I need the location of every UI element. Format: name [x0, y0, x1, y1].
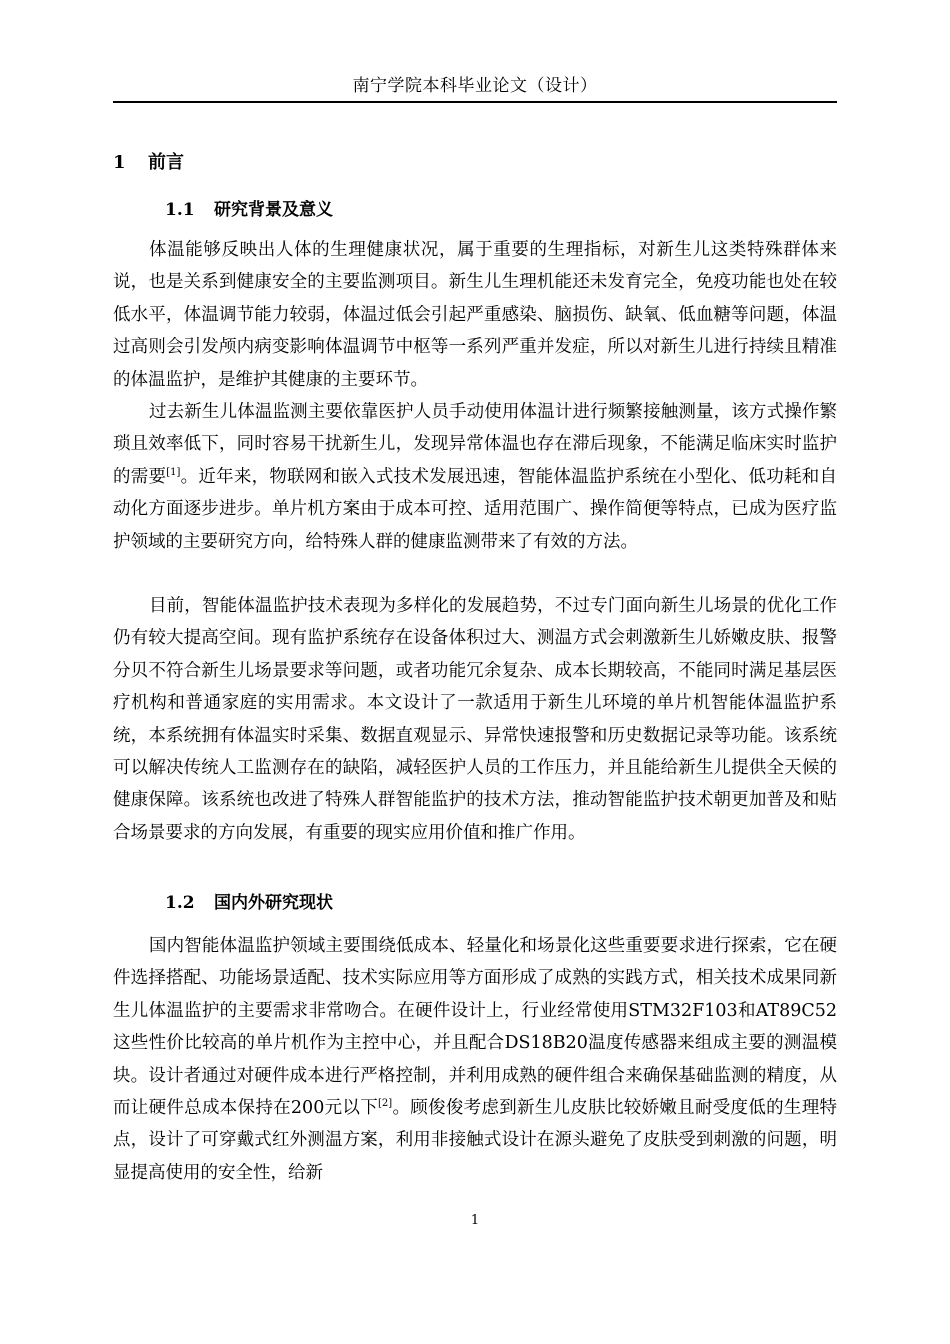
header-rule: [113, 101, 837, 103]
paragraph-2-text-b: 。近年来，物联网和嵌入式技术发展迅速，智能体温监护系统在小型化、低功耗和自动化方面逐步进步。单片机方案由于成本可控、适用范围广、操作简便等特点，已成为医疗监护领域的主要研究方向，给特殊人群的健康监测带来了有效的方法。: [113, 466, 838, 552]
paragraph-2: [113, 396, 837, 558]
paragraph-3: 目前，智能体温监护技术表现为多样化的发展趋势，不过专门面向新生儿场景的优化工作仍有较大提高空间。现有监护系统存在设备体积过大、测温方式会刺激新生儿娇嫩皮肤、报警分贝不符合新生儿场景要求等问题，或者功能冗余复杂、成本长期较高，不能同时满足基层医疗机构和普通家庭的实用需求。本文设计了一款适用于新生儿环境的单片机智能体温监护系统，本系统拥有体温实时采集、数据直观显示、异常快速报警和历史数据记录等功能。该系统可以解决传统人工监测存在的缺陷，减轻医护人员的工作压力，并且能给新生儿提供全天候的健康保障。该系统也改进了特殊人群智能监护的技术方法，推动智能监护技术朝更加普及和贴合场景要求的方向发展，有重要的现实应用价值和推广作用。: [113, 596, 837, 843]
section-heading-1-2: [165, 890, 333, 916]
paragraph-4: [113, 930, 837, 1189]
paragraph-1: 体温能够反映出人体的生理健康状况，属于重要的生理指标，对新生儿这类特殊群体来说，也是关系到健康安全的主要监测项目。新生儿生理机能还未发育完全，免疫功能也处在较低水平，体温调节能力较弱，体温过低会引起严重感染、脑损伤、缺氧、低血糖等问题，体温过高则会引发颅内病变影响体温调节中枢等一系列严重并发症，所以对新生儿进行持续且精准的体温监护，是维护其健康的主要环节。: [113, 240, 837, 390]
section-number: 1.1: [165, 200, 195, 220]
paragraph-4-text-a: 国内智能体温监护领域主要围绕低成本、轻量化和场景化这些重要要求进行探索，它在硬件选择搭配、功能场景适配、技术实际应用等方面形成了成熟的实践方式，相关技术成果同新生儿体温监护的主要需求非常吻合。在硬件设计上，行业经常使用STM32F103和AT89C52这些性价比较高的单片机作为主控中心，并且配合DS18B20温度传感器来组成主要的测温模块。设计者通过对硬件成本进行严格控制，并利用成熟的硬件组合来确保基础监测的精度，从而让硬件总成本保持在200元以下: [113, 936, 837, 1119]
section-title: 前言: [148, 152, 184, 173]
running-header: 南宁学院本科毕业论文（设计）: [352, 76, 598, 96]
section-number: 1.2: [165, 893, 195, 913]
section-heading-1: [113, 150, 184, 176]
page-number: 1: [470, 1213, 480, 1228]
section-heading-1-1: [165, 197, 333, 223]
citation-ref: [2]: [378, 1098, 393, 1110]
paragraph-4-text-b: 。顾俊俊考虑到新生儿皮肤比较娇嫩且耐受度低的生理特点，设计了可穿戴式红外测温方案，利用非接触式设计在源头避免了皮肤受到刺激的问题，明显提高使用的安全性，给新: [113, 1098, 838, 1183]
section-number: 1: [113, 152, 126, 173]
section-title: 国内外研究现状: [214, 893, 333, 913]
section-title: 研究背景及意义: [214, 200, 333, 220]
paragraph-2-text-a: 过去新生儿体温监测主要依靠医护人员手动使用体温计进行频繁接触测量，该方式操作繁琐且效率低下，同时容易干扰新生儿，发现异常体温也存在滞后现象，不能满足临床实时监护的需要: [113, 402, 837, 487]
citation-ref: [1]: [166, 466, 181, 478]
